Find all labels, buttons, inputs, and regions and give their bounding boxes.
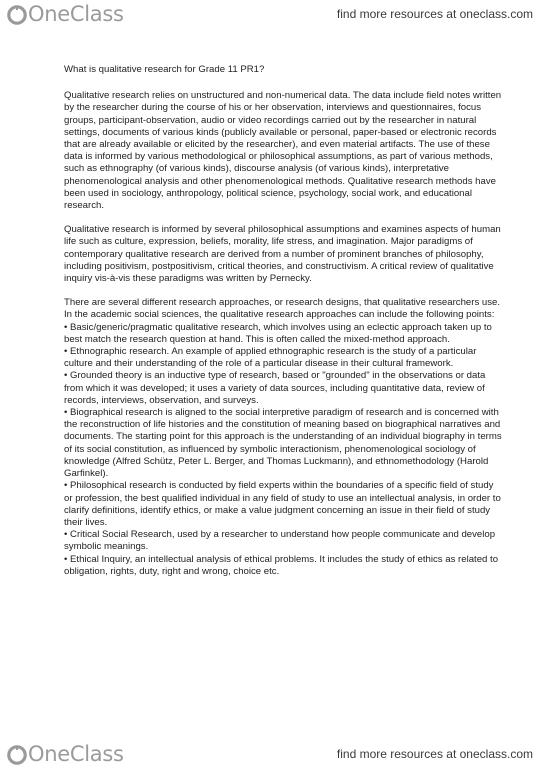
- approach-item: • Basic/generic/pragmatic qualitative research, which involves using an eclectic approach taken up to best match the research question at hand. This is often called the mixed-method approach.: [64, 321, 492, 345]
- oneclass-logo-icon: [6, 743, 28, 765]
- approach-item: • Ethical Inquiry, an intellectual analysis of ethical problems. It includes the study of ethics as related to obligation, rights, duty, right and wrong, choice etc.: [64, 553, 499, 577]
- oneclass-logo-icon: [6, 3, 28, 25]
- header-bar: [0, 0, 545, 30]
- paragraph: Qualitative research is informed by several philosophical assumptions and examines aspects of human life such as culture, expression, beliefs, morality, life stress, and imagination. Major paradigms of contemporary qualitative research are derived from a number of prominent branches of philosophy, including positivism, postpositivism, critical theories, and constructivism. A critical review of qualitative inquiry vis-à-vis these paradigms was written by Pernecky.: [64, 224, 501, 285]
- approach-item: • Ethnographic research. An example of applied ethnographic research is the study of a particular culture and their understanding of the role of a particular disease in their cultural framework.: [64, 346, 477, 370]
- approach-item: • Grounded theory is an inductive type of research, based or "grounded" in the observations or data from which it was developed; it uses a variety of data sources, including quantitative data, review of records, interviews, observation, and surveys.: [64, 370, 486, 406]
- logo-text: OneClass: [28, 2, 124, 26]
- approach-item: • Critical Social Research, used by a researcher to understand how people communicate and develop symbolic meanings.: [64, 529, 496, 553]
- approach-item: • Philosophical research is conducted by field experts within the boundaries of a specific field of study or profession, the best qualified individual in any field of study to use an intellectual analysis, in order to clarify definitions, identify ethics, or make a value judgment concerning an issue in their field of study their lives.: [64, 480, 501, 528]
- logo-text: OneClass: [28, 742, 124, 766]
- question-title: What is qualitative research for Grade 11 PR1?: [64, 64, 265, 75]
- promo-link[interactable]: find more resources at oneclass.com: [336, 7, 533, 21]
- document-body: [64, 64, 504, 578]
- footer-bar: [0, 740, 545, 770]
- promo-link[interactable]: find more resources at oneclass.com: [336, 747, 533, 761]
- oneclass-logo[interactable]: [6, 742, 124, 766]
- approaches-intro: There are several different research approaches, or research designs, that qualitative researchers use. In the academic social sciences, the qualitative research approaches can include the following points:: [64, 297, 501, 321]
- oneclass-logo[interactable]: [6, 2, 124, 26]
- approach-item: • Biographical research is aligned to the social interpretive paradigm of research and is concerned with the reconstruction of life histories and the constitution of meaning based on biographical narratives and documents. The starting point for this approach is the understanding of an individual biography in terms of its social constitution, as influenced by symbolic interactionism, phenomenological sociology of knowledge (Alfred Schütz, Peter L. Berger, and Thomas Luckmann), and ethnomethodology (Harold Garfinkel).: [64, 407, 502, 480]
- paragraph: Qualitative research relies on unstructured and non-numerical data. The data include field notes written by the researcher during the course of his or her observation, interviews and questionnaires, focus groups, participant-observation, audio or video recordings carried out by the researcher in natural settings, documents of various kinds (publicly available or personal, paper-based or electronic records that are already available or elicited by the researcher), and even material artifacts. The use of these data is informed by various methodological or philosophical assumptions, as part of various methods, such as ethnography (of various kinds), discourse analysis (of various kinds), interpretative phenomenological analysis and other phenomenological methods. Qualitative research methods have been used in sociology, anthropology, political science, psychology, social work, and educational research.: [64, 90, 502, 212]
